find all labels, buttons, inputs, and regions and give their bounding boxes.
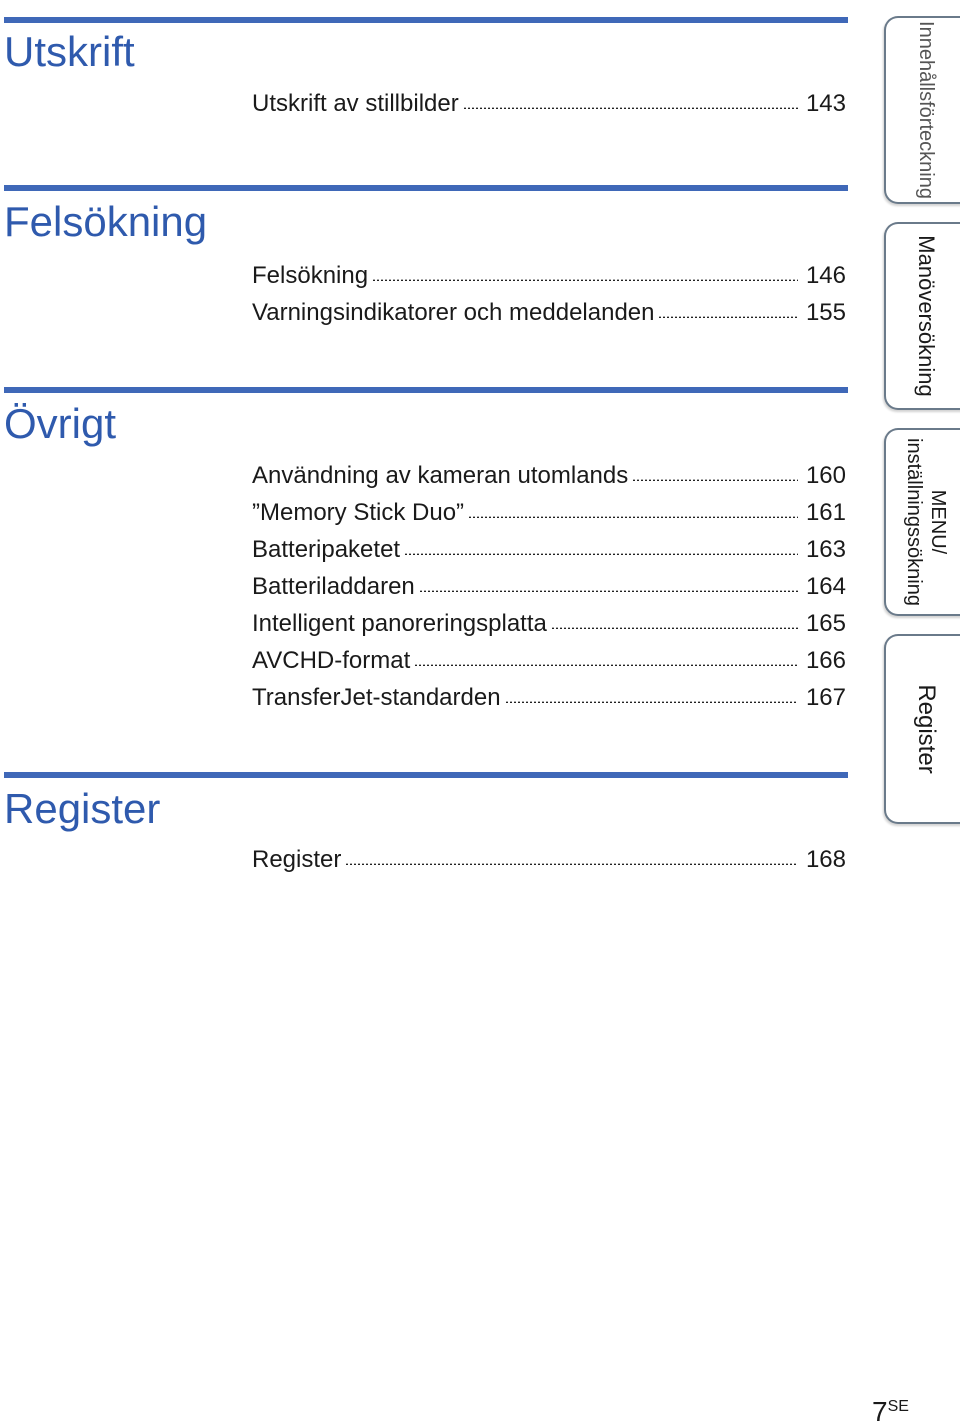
section-rule (4, 772, 848, 778)
dot-leader (419, 590, 798, 592)
tab-menu-label-line1: MENU/ (927, 489, 949, 555)
toc-list (252, 85, 846, 122)
tab-index-label: Register (913, 684, 940, 774)
toc-entry[interactable] (252, 531, 846, 568)
toc-list (252, 257, 846, 331)
section-heading: Register (4, 785, 161, 832)
toc-entry-page: 167 (805, 684, 846, 711)
toc-entry-page: 164 (805, 573, 846, 600)
page-number-value: 7 (872, 1396, 888, 1427)
tab-menu-label (902, 438, 950, 606)
section-heading: Övrigt (4, 400, 117, 447)
section-rule (4, 387, 848, 393)
toc-entry-title: Batteripaketet (252, 536, 401, 563)
tab-menu-settings-search[interactable] (884, 428, 960, 616)
toc-entry-page: 168 (805, 846, 846, 873)
toc-list (252, 457, 846, 716)
section-heading: Felsökning (4, 198, 208, 245)
toc-entry[interactable] (252, 257, 846, 294)
page-number-suffix: SE (887, 1398, 909, 1415)
toc-entry[interactable] (252, 494, 846, 531)
toc-entry-page: 165 (805, 610, 846, 637)
page-number (872, 1396, 909, 1428)
toc-entry-title: Användning av kameran utomlands (252, 462, 629, 489)
dot-leader (505, 701, 798, 703)
toc-entry-page: 163 (805, 536, 846, 563)
tab-index[interactable] (884, 634, 960, 824)
toc-entry-title: Utskrift av stillbilder (252, 90, 459, 117)
toc-entry-title: Register (252, 846, 342, 873)
toc-entry[interactable] (252, 85, 846, 122)
dot-leader (404, 553, 798, 555)
dot-leader (658, 316, 797, 318)
dot-leader (414, 664, 798, 666)
toc-entry-title: ”Memory Stick Duo” (252, 499, 465, 526)
section-rule (4, 17, 848, 23)
toc-entry-page: 143 (805, 90, 846, 117)
toc-list (252, 841, 846, 878)
toc-entry[interactable] (252, 457, 846, 494)
tab-toc-label: Innehållsförteckning (915, 21, 937, 199)
toc-entry[interactable] (252, 679, 846, 716)
dot-leader (632, 479, 798, 481)
toc-entry-title: TransferJet-standarden (252, 684, 501, 711)
toc-entry[interactable] (252, 605, 846, 642)
dot-leader (551, 627, 798, 629)
tab-menu-label-line2: inställningssökning (903, 438, 925, 606)
tab-operation-search[interactable] (884, 222, 960, 410)
toc-entry-title: Batteriladdaren (252, 573, 415, 600)
toc-entry[interactable] (252, 568, 846, 605)
toc-entry[interactable] (252, 294, 846, 331)
toc-entry-title: Felsökning (252, 262, 369, 289)
dot-leader (468, 516, 798, 518)
tab-toc[interactable] (884, 16, 960, 204)
tab-operation-label: Manöversökning (914, 235, 939, 397)
toc-entry[interactable] (252, 642, 846, 679)
section-rule (4, 185, 848, 191)
toc-entry-title: Intelligent panoreringsplatta (252, 610, 547, 637)
toc-entry-page: 166 (805, 647, 846, 674)
toc-entry-page: 160 (805, 462, 846, 489)
toc-entry[interactable] (252, 841, 846, 878)
section-heading: Utskrift (4, 28, 135, 75)
dot-leader (345, 863, 798, 865)
dot-leader (463, 107, 798, 109)
toc-entry-page: 146 (805, 262, 846, 289)
dot-leader (372, 279, 798, 281)
toc-entry-title: AVCHD-format (252, 647, 411, 674)
toc-entry-page: 155 (805, 299, 846, 326)
toc-entry-title: Varningsindikatorer och meddelanden (252, 299, 655, 326)
toc-entry-page: 161 (805, 499, 846, 526)
